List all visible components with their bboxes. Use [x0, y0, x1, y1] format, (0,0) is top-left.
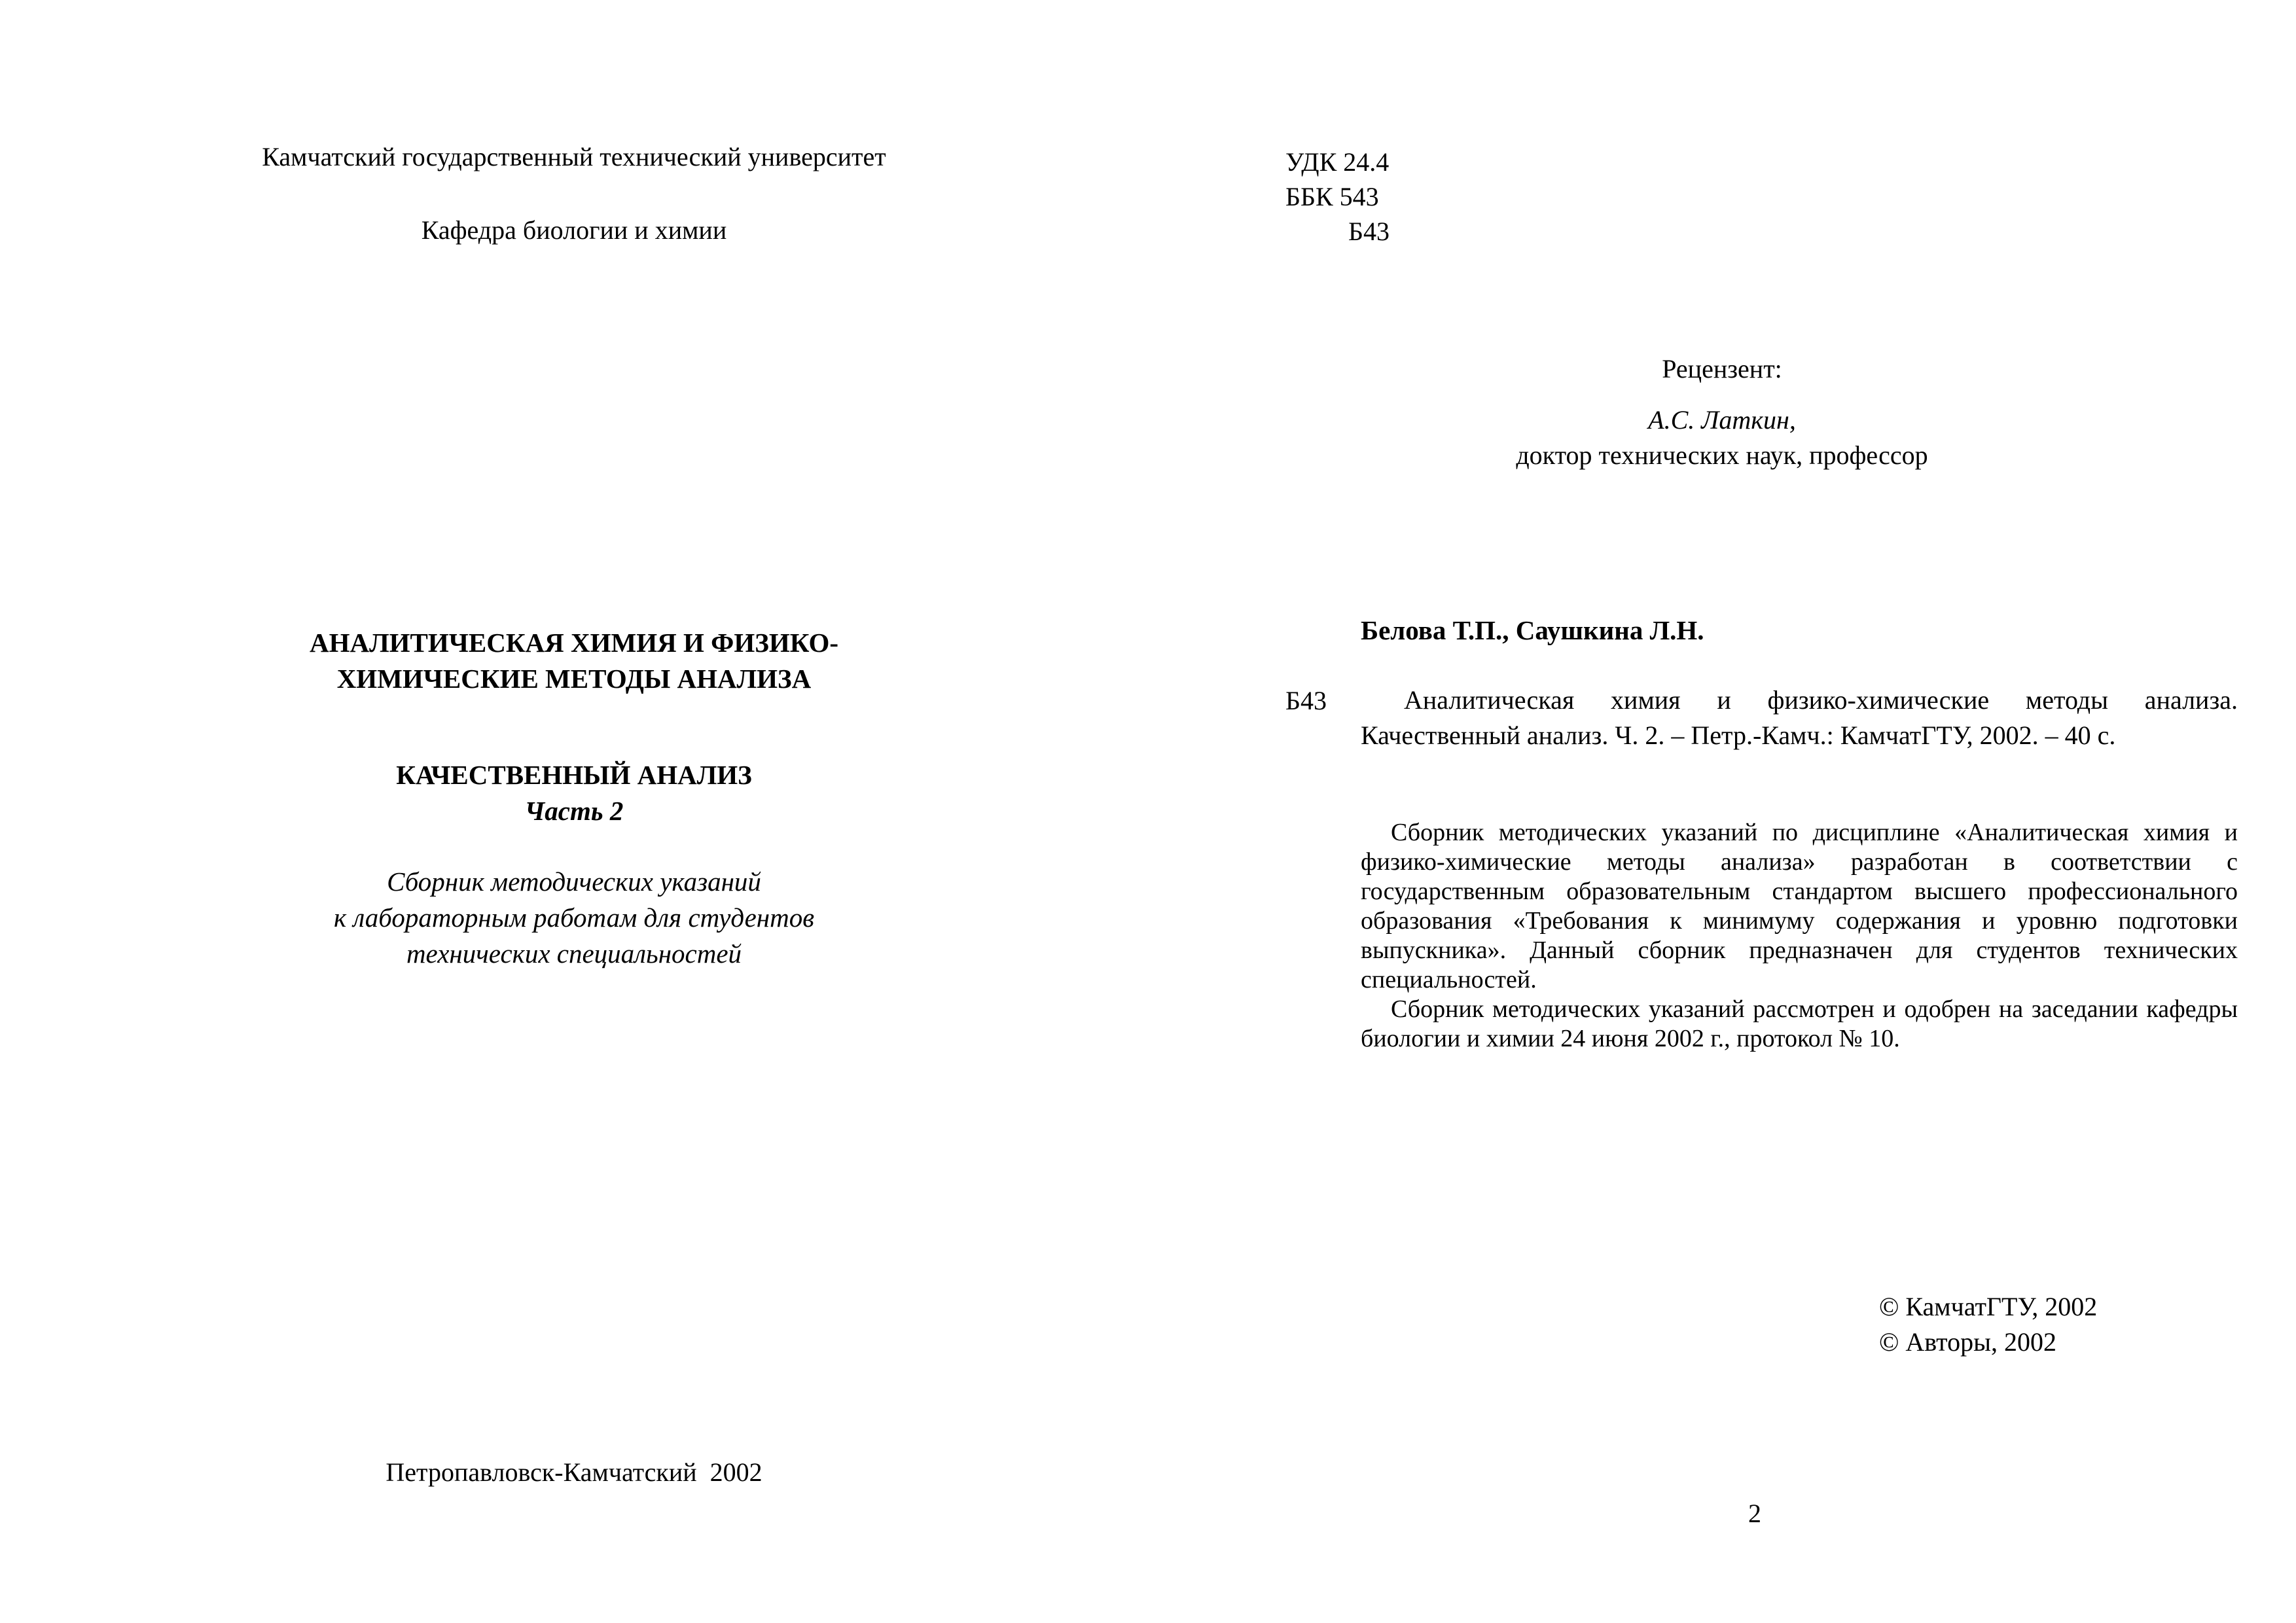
department-name: Кафедра биологии и химии: [421, 215, 727, 245]
book-title-line-2: ХИМИЧЕСКИЕ МЕТОДЫ АНАЛИЗА: [336, 664, 812, 694]
annotation-paragraph: Сборник методических указаний рассмотрен и одобрен на заседании кафедры биологии и химии 24 июня 2002 г., протокол № 10.: [1361, 995, 2238, 1052]
right-page: [1148, 0, 2296, 1623]
book-subtitle: КАЧЕСТВЕННЫЙ АНАЛИЗ: [396, 760, 752, 790]
description-line-3: технических специальностей: [406, 938, 742, 969]
udk-code: УДК 24.4: [1285, 147, 1390, 177]
book-description: [0, 864, 1148, 972]
reviewer-name: А.С. Латкин,: [1648, 405, 1796, 435]
university-name: Камчатский государственный технический университет: [262, 142, 886, 171]
book-title: [0, 625, 1148, 697]
description-line-2: к лабораторным работам для студентов: [333, 902, 815, 933]
book-part: Часть 2: [524, 796, 624, 826]
reviewer-title: доктор технических наук, профессор: [1516, 440, 1928, 470]
reviewer-label: Рецензент:: [1662, 354, 1782, 383]
bibliographic-description: Аналитическая химия и физико-химические методы анализа. Качественный анализ. Ч. 2. – Петр.-Камч.: КамчатГТУ, 2002. – 40 с.: [1361, 685, 2238, 750]
biblio-author-mark: Б43: [1285, 686, 1327, 715]
annotation-paragraph: Сборник методических указаний по дисциплине «Аналитическая химия и физико-химические методы анализа» разработан в соответствии с государственным образовательным стандартом высшего профессионального образования «Требования к минимуму содержания и уровню подготовки выпускника». Данный сборник предназначен для студентов технических специальностей.: [1361, 819, 2238, 993]
description-line-1: Сборник методических указаний: [387, 866, 761, 897]
book-title-line-1: АНАЛИТИЧЕСКАЯ ХИМИЯ И ФИЗИКО-: [309, 628, 838, 658]
copyright-university: © КамчатГТУ, 2002: [1879, 1292, 2098, 1321]
copyright-authors: © Авторы, 2002: [1879, 1327, 2056, 1357]
page-number: 2: [1748, 1499, 1761, 1528]
bbk-code: ББК 543: [1285, 182, 1379, 211]
authors: Белова Т.П., Саушкина Л.Н.: [1361, 615, 1704, 645]
city-year: Петропавловск-Камчатский 2002: [386, 1457, 762, 1487]
author-mark-code: Б43: [1348, 217, 1390, 246]
